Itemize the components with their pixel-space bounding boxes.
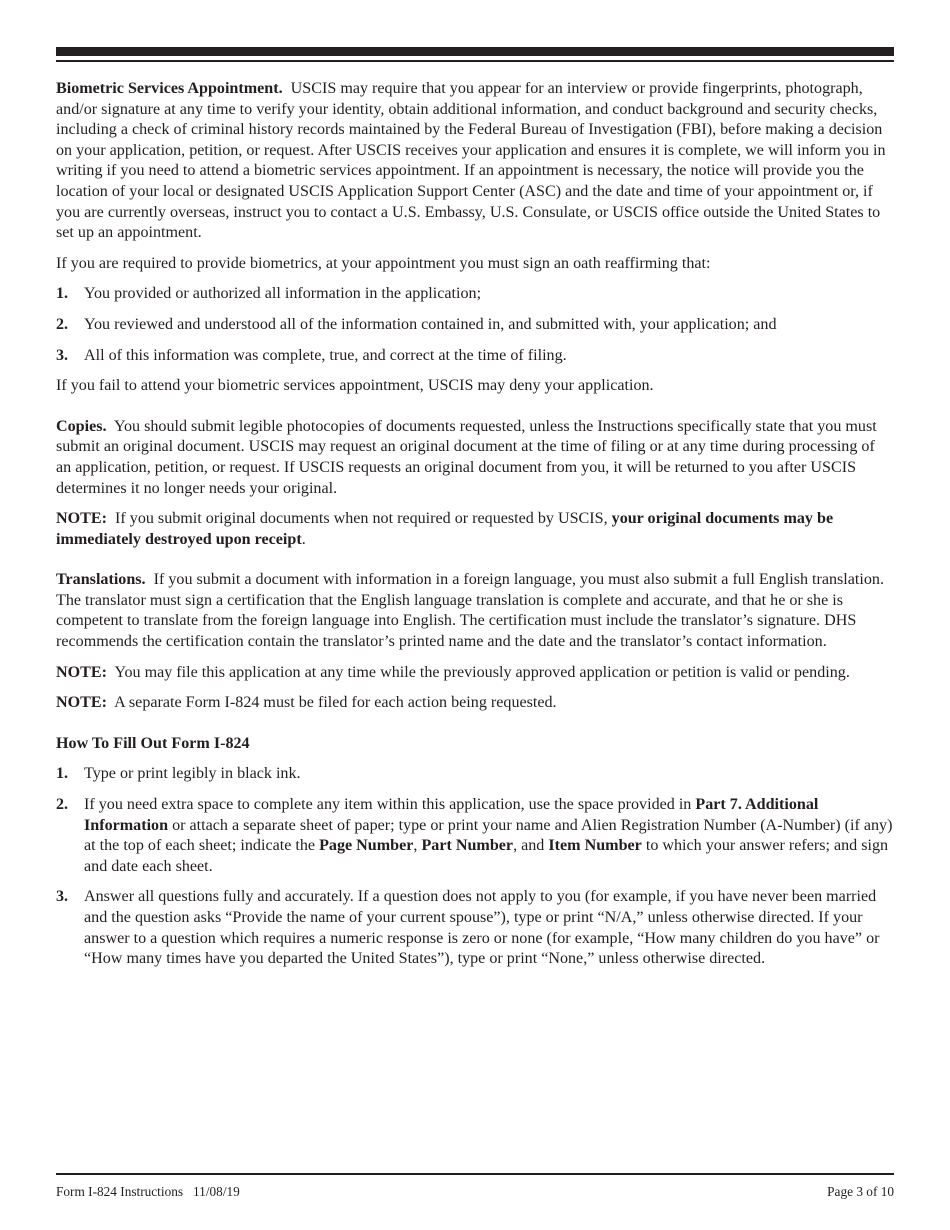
- item2-part-d: Page Number: [319, 837, 414, 855]
- biometrics-heading: Biometric Services Appointment.: [56, 80, 283, 97]
- note-text: A separate Form I-824 must be filed for each action being requested.: [114, 694, 557, 712]
- item2-part-a: If you need extra space to complete any item within this application, use the space provided in: [84, 796, 692, 814]
- header-thin-rule: [56, 60, 894, 62]
- biometrics-body: USCIS may require that you appear for an interview or provide fingerprints, photograph, and/or signature at any time to verify your identity, obtain additional information, and conduct background and security checks, including a check of criminal history records maintained by the Federal Bureau of Investigation (FBI), before making a decision on your application, petition, or request. After USCIS receives your application and ensures it is complete, we will inform you in writing if you need to attend a biometric services appointment. If an appointment is necessary, the notice will provide you the location of your local or designated USCIS Application Support Center (ASC) and the date and time of your appointment or, if you are currently overseas, instruct you to contact a U.S. Embassy, U.S. Consulate, or USCIS office outside the United States to set up an appointment.: [56, 80, 886, 242]
- footer-rule: [56, 1173, 894, 1175]
- how-to-item-text: Answer all questions fully and accurately. If a question does not apply to you (for example, if you have never been married and the question asks “Provide the name of your current spouse”), type or print “N/A,” unless otherwise directed. If your answer to a question which requires a numeric response is zero or none (for example, “How many children do you have” or “How many times have you departed the United States”), type or print “None,” unless otherwise directed.: [84, 888, 880, 968]
- oath-item-number: 3.: [56, 346, 69, 364]
- footer-form-id: Form I-824 Instructions 11/08/19: [56, 1184, 240, 1199]
- copies-paragraph: [56, 417, 894, 499]
- oath-item-text: You provided or authorized all information in the application;: [84, 285, 482, 303]
- item2-part-h: Item Number: [548, 837, 642, 855]
- item2-part-e: ,: [413, 837, 418, 855]
- header-thick-rule: [56, 47, 894, 56]
- item2-part-g: , and: [513, 837, 545, 855]
- item2-part-c: or attach a separate sheet of paper; type or print your name and Alien Registration Number (A-Number) (if any) at the top of each sheet; indicate the: [84, 816, 893, 855]
- note-emphasis: your original documents may be immediately destroyed upon receipt: [56, 510, 834, 548]
- translations-paragraph: [56, 570, 894, 652]
- footer-page-number: Page 3 of 10: [827, 1184, 894, 1199]
- note-label: NOTE:: [56, 663, 107, 681]
- oath-item: [56, 315, 894, 336]
- copies-heading: Copies.: [56, 417, 107, 435]
- oath-item-number: 2.: [56, 315, 69, 333]
- copies-note: [56, 509, 894, 550]
- how-to-item: [56, 764, 894, 785]
- note-end: .: [301, 530, 306, 548]
- translations-body: If you submit a document with information in a foreign language, you must also submit a full English translation. The translator must sign a certification that the English language translation is complete and accurate, and that he or she is competent to translate from the foreign language into English. The certification must include the translator’s signature. DHS recommends the certification contain the translator’s printed name and the date and the translator’s contact information.: [56, 571, 884, 651]
- how-to-item-number: 2.: [56, 796, 69, 814]
- oath-item-number: 1.: [56, 285, 69, 303]
- how-to-item-text: [84, 795, 894, 877]
- oath-item: [56, 346, 894, 367]
- how-to-item: [56, 795, 894, 877]
- fail-notice: If you fail to attend your biometric services appointment, USCIS may deny your application.: [56, 377, 654, 395]
- translations-note-2: [56, 693, 894, 714]
- how-to-item-number: 1.: [56, 765, 69, 783]
- note-label: NOTE:: [56, 510, 107, 528]
- oath-item: [56, 284, 894, 305]
- oath-item-text: All of this information was complete, true, and correct at the time of filing.: [84, 346, 567, 364]
- oath-intro: If you are required to provide biometrics, at your appointment you must sign an oath reaffirming that:: [56, 254, 711, 272]
- item2-part-i: to which your answer refers; and sign and date each sheet.: [84, 837, 889, 875]
- item2-part-f: Part Number: [421, 837, 514, 855]
- translations-heading: Translations.: [56, 571, 146, 589]
- translations-note-1: [56, 663, 894, 684]
- note-text: You may file this application at any time while the previously approved application or petition is valid or pending.: [114, 663, 850, 681]
- document-body: [56, 79, 894, 980]
- how-to-item-number: 3.: [56, 888, 69, 906]
- copies-body: You should submit legible photocopies of documents requested, unless the Instructions specifically state that you must submit an original document. USCIS may request an original document at the time of filing or at any time during processing of an application, petition, or request. If USCIS requests an original document from you, it will be returned to you after USCIS determines it no longer needs your original.: [56, 417, 877, 497]
- how-to-item: [56, 887, 894, 969]
- item2-part-b: Part 7. Additional Information: [84, 796, 819, 834]
- how-to-item-text: Type or print legibly in black ink.: [84, 765, 301, 783]
- how-to-heading: How To Fill Out Form I-824: [56, 734, 250, 752]
- note-label: NOTE:: [56, 694, 107, 712]
- note-text: If you submit original documents when not required or requested by USCIS,: [115, 510, 608, 528]
- biometrics-paragraph: [56, 79, 894, 244]
- oath-item-text: You reviewed and understood all of the information contained in, and submitted with, your application; and: [84, 315, 777, 333]
